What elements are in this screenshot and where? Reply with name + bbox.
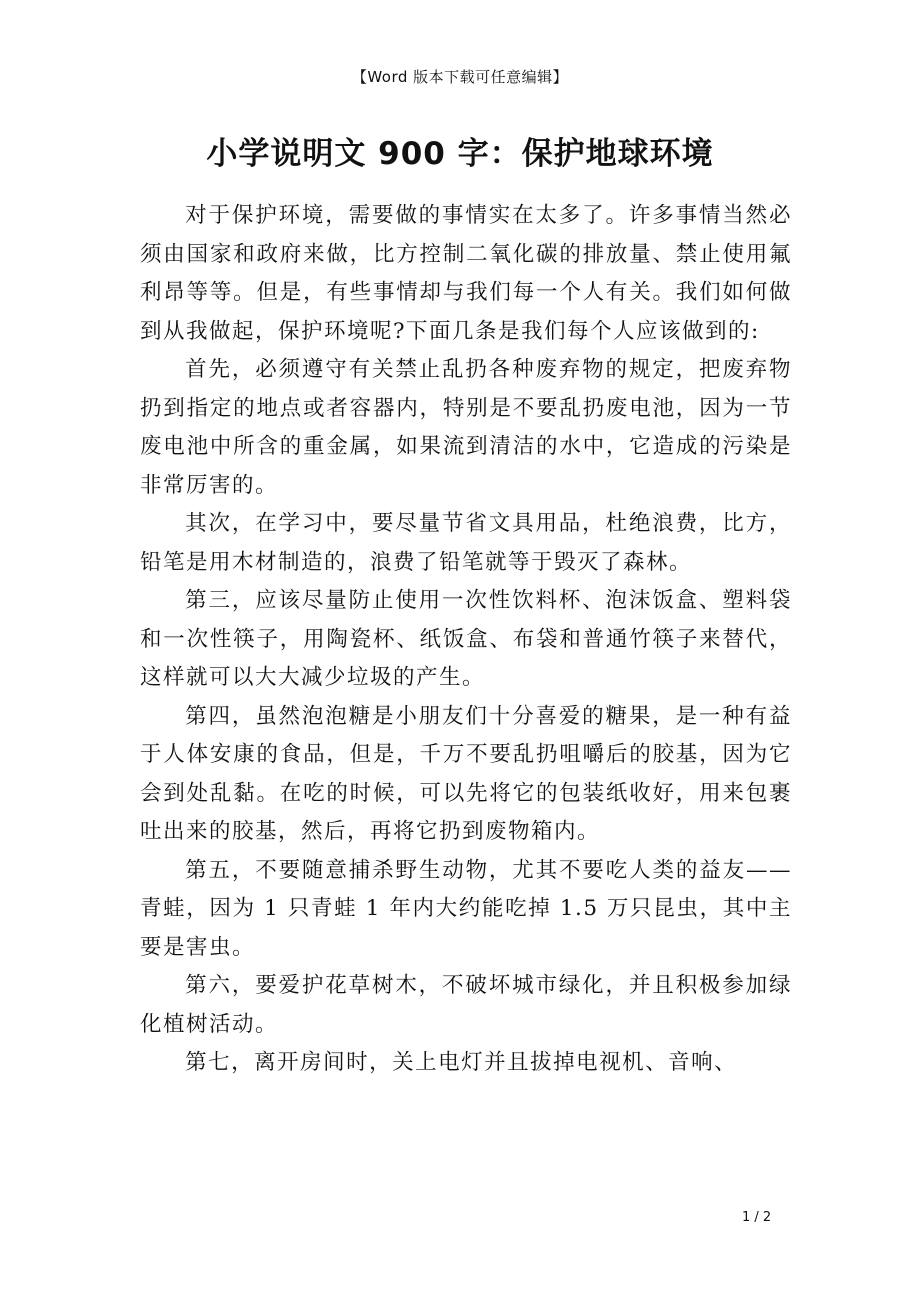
paragraph-second: 其次，在学习中，要尽量节省文具用品，杜绝浪费，比方，铅笔是用木材制造的，浪费了铅笔就等于毁灭了森林。 [140,511,792,575]
paragraph-fourth: 第四，虽然泡泡糖是小朋友们十分喜爱的糖果，是一种有益于人体安康的食品，但是，千万不要乱扔咀嚼后的胶基，因为它会到处乱黏。在吃的时候，可以先将它的包装纸收好，用来包裹吐出来的胶基，然后，再将它扔到废物箱内。 [140,703,792,844]
paragraph-sixth: 第六，要爱护花草树木，不破坏城市绿化，并且积极参加绿化植树活动。 [140,973,792,1037]
paragraph-seventh: 第七，离开房间时，关上电灯并且拔掉电视机、音响、 [185,1050,738,1075]
download-note-header: 【Word 版本下载可任意编辑】 [351,68,569,86]
paragraph-intro: 对于保护环境，需要做的事情实在太多了。许多事情当然必须由国家和政府来做，比方控制二氧化碳的排放量、禁止使用氟利昂等等。但是，有些事情却与我们每一个人有关。我们如何做到从我做起，保护环境呢?下面几条是我们每个人应该做到的: [140,203,792,344]
document-body [140,197,792,1083]
paragraph-first: 首先，必须遵守有关禁止乱扔各种废弃物的规定，把废弃物扔到指定的地点或者容器内，特别是不要乱扔废电池，因为一节废电池中所含的重金属，如果流到清洁的水中，它造成的污染是非常厉害的。 [140,357,792,498]
page-number: 1 / 2 [742,1210,772,1225]
paragraph-fifth: 第五，不要随意捕杀野生动物，尤其不要吃人类的益友——青蛙，因为 1 只青蛙 1 年内大约能吃掉 1.5 万只昆虫，其中主要是害虫。 [140,857,792,960]
paragraph-third: 第三，应该尽量防止使用一次性饮料杯、泡沫饭盒、塑料袋和一次性筷子，用陶瓷杯、纸饭盒、布袋和普通竹筷子来替代，这样就可以大大减少垃圾的产生。 [140,588,792,690]
document-title: 小学说明文 900 字：保护地球环境 [206,136,714,172]
